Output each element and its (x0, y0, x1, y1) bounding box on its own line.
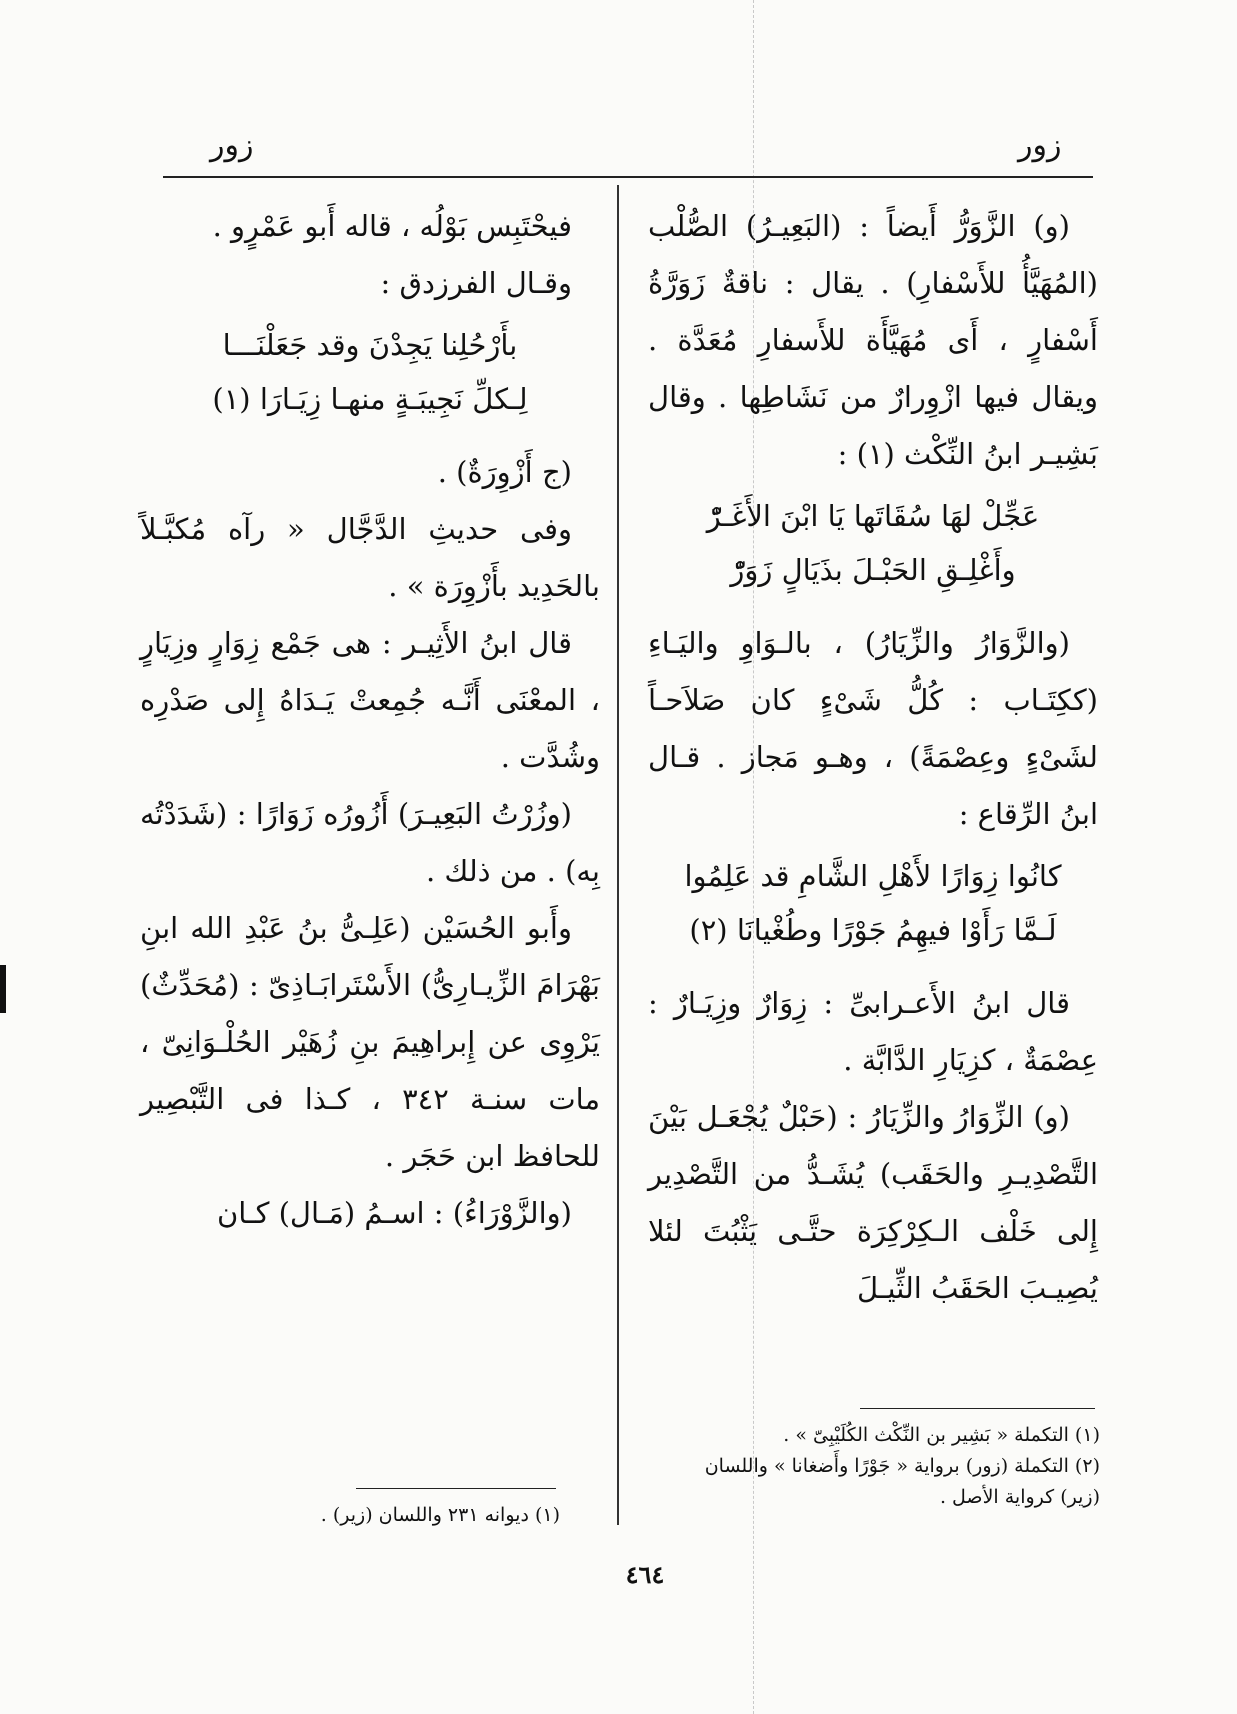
right-paragraph-1: (و) الزَّوَرُّ أَيضاً : (البَعِيـرُ) الصُّلْب (المُهَيَّأُ للأَسْفارِ) . يقال : ناقةٌ زَوَرَّةُ أَسْفارٍ ، أَى مُهَيَّأَة للأَسفارِ مُعَدَّة . ويقال فيها ازْوِرارٌ من نَشَاطِها . وقال بَشِيـر ابنُ النِّكْث (١) : (648, 209, 1098, 471)
verse-line: عَجِّلْ لهَا سُقَاتَها يَا ابْنَ الأَغَـرّْ (706, 499, 1040, 533)
left-column (140, 198, 600, 1242)
page-number: ٤٦٤ (625, 1560, 665, 1589)
verse-line: وأَغْلِـقِ الحَبْـلَ بذَيَالٍ زَوَرّْ (730, 553, 1016, 587)
left-paragraph-4: وفى حديثِ الدَّجَّال « رآه مُكبَّـلاً بالحَدِيد بأَزْوِرَة » . (140, 512, 600, 603)
right-verse-1 (648, 489, 1098, 597)
header-rule (163, 176, 1093, 178)
footnotes-left (270, 1500, 560, 1531)
right-column (648, 198, 1098, 1317)
left-paragraph-2: وقـال الفرزدق : (380, 266, 572, 300)
footnote: (١) ديوانه ٢٣١ واللسان (زير) . (320, 1504, 560, 1526)
left-paragraph-8: (والزَّوْرَاءُ) : اسـمُ (مَـال) كـان (216, 1196, 572, 1230)
left-paragraph-7: وأَبو الحُسَيْن (عَلِـىُّ بنُ عَبْدِ الله ابنِ بَهْرَامَ الزِّيـارِىُّ) الأَسْتَرابَـاذِىّ : (مُحَدِّثٌ) يَرْوِى عن إِبراهِيمَ بنِ زُهَيْر الحُلْـوَانِىّ ، مات سنـة ٣٤٢ ، كـذا فى التَّبْصِير للحافظ ابن حَجَر . (140, 911, 600, 1173)
left-verse-1 (140, 318, 600, 426)
footnote-rule-left (356, 1488, 556, 1489)
left-paragraph-6: (وزُرْتُ البَعِيـرَ) أَزُورُه زَوَارًا : (شَدَدْتُه بِه) . من ذلك . (140, 797, 600, 888)
column-divider (617, 185, 619, 1525)
verse-line: لِـكلِّ نَجِيبَـةٍ منهـا زِيَـارَا (١) (212, 382, 528, 416)
right-paragraph-3: قال ابنُ الأَعـرابىِّ : زِوَارٌ وزِيَـارٌ : عِصْمَةٌ ، كزِيَارِ الدَّابَّة . (648, 986, 1098, 1077)
footnotes-right (700, 1420, 1100, 1513)
verse-line: كانُوا زِوَارًا لأَهْلِ الشَّامِ قد عَلِمُوا (684, 859, 1062, 893)
right-verse-2 (648, 849, 1098, 957)
right-paragraph-2: (والزَّوَارُ والزِّيَارُ) ، بالـوَاوِ واليَـاءِ (ككِتَـاب : كُلُّ شَىْءٍ كان صَلاَحـاً لشَىْءٍ وعِصْمَةً) ، وهـو مَجاز . قـال ابنُ الرِّقاع : (648, 626, 1098, 831)
left-paragraph-3: (ج أَزْوِرَةٌ) . (437, 455, 572, 489)
left-paragraph-1: فيحْتَبِس بَوْلُه ، قاله أَبو عَمْرٍو . (212, 209, 572, 243)
running-header-right: زور (1018, 128, 1062, 163)
scan-edge-mark (0, 965, 6, 1013)
left-paragraph-5: قال ابنُ الأَثِيـر : هى جَمْع زِوَارٍ وزِيَارٍ ، المعْنَى أَنَّـه جُمِعتْ يَـدَاهُ إِلى صَدْرِه وشُدَّت . (140, 626, 600, 774)
footnote: (١) التكملة « بَشِير بن النِّكْث الكُلَيْبِىّ » . (783, 1424, 1100, 1446)
footnote-rule-right (860, 1408, 1095, 1409)
running-header-left: زور (210, 128, 254, 163)
footnote: (٢) التكملة (زور) برواية « جَوْرًا وأَضغانا » واللسان (زير) كرواية الأصل . (704, 1455, 1100, 1508)
right-paragraph-4: (و) الزِّوَارُ والزِّيَارُ : (حَبْلٌ يُجْعَـل بَيْنَ التَّصْدِيـرِ والحَقَب) يُشَـدُّ من التَّصْدِير إِلى خَلْف الـكِرْكِرَة حتَّـى يَثْبُتَ لئلا يُصِيـبَ الحَقَبُ الثِّيـلَ (648, 1100, 1098, 1305)
verse-line: لَـمَّا رَأَوْا فيهِمُ جَوْرًا وطُغْيانَا (٢) (689, 913, 1057, 947)
verse-line: بأَرْحُلِنا يَجِدْنَ وقد جَعَلْنَـــا (222, 328, 518, 362)
